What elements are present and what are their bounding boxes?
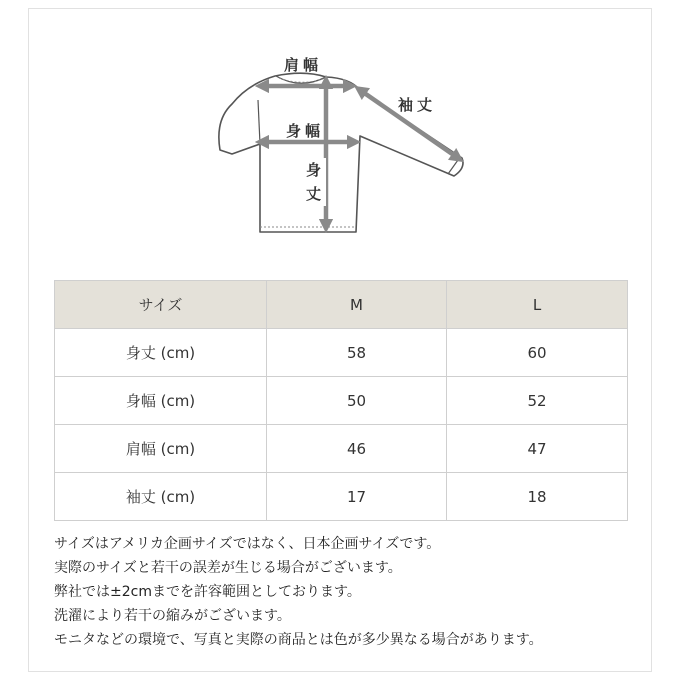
table-row: [55, 425, 628, 473]
width-label: 身幅: [286, 122, 325, 140]
note-line: 弊社では±2cmまでを許容範囲としております。: [54, 584, 361, 600]
table-row: [55, 329, 628, 377]
note-line: モニタなどの環境で、写真と実際の商品とは色が多少異なる場合があります。: [54, 632, 543, 648]
header-m: M: [267, 281, 447, 329]
size-notes: [54, 532, 644, 652]
shoulder-label: 肩幅: [284, 56, 323, 74]
shirt-illustration: [200, 40, 490, 250]
row-label: 袖丈 (cm): [55, 473, 267, 521]
cell-l: 52: [447, 377, 628, 425]
measurement-diagram: [200, 40, 490, 250]
cell-l: 18: [447, 473, 628, 521]
cell-l: 60: [447, 329, 628, 377]
cell-m: 50: [267, 377, 447, 425]
header-size: サイズ: [55, 281, 267, 329]
cell-l: 47: [447, 425, 628, 473]
note-line: 洗濯により若干の縮みがございます。: [54, 608, 291, 624]
size-table: [54, 280, 628, 521]
length-label: 身丈: [306, 158, 326, 206]
note-line: 実際のサイズと若干の誤差が生じる場合がございます。: [54, 560, 402, 576]
row-label: 身幅 (cm): [55, 377, 267, 425]
table-header-row: [55, 281, 628, 329]
table-row: [55, 473, 628, 521]
row-label: 身丈 (cm): [55, 329, 267, 377]
cell-m: 46: [267, 425, 447, 473]
cell-m: 58: [267, 329, 447, 377]
note-line: サイズはアメリカ企画サイズではなく、日本企画サイズです。: [54, 536, 441, 552]
header-l: L: [447, 281, 628, 329]
sleeve-label: 袖丈: [398, 96, 437, 114]
table-row: [55, 377, 628, 425]
cell-m: 17: [267, 473, 447, 521]
row-label: 肩幅 (cm): [55, 425, 267, 473]
